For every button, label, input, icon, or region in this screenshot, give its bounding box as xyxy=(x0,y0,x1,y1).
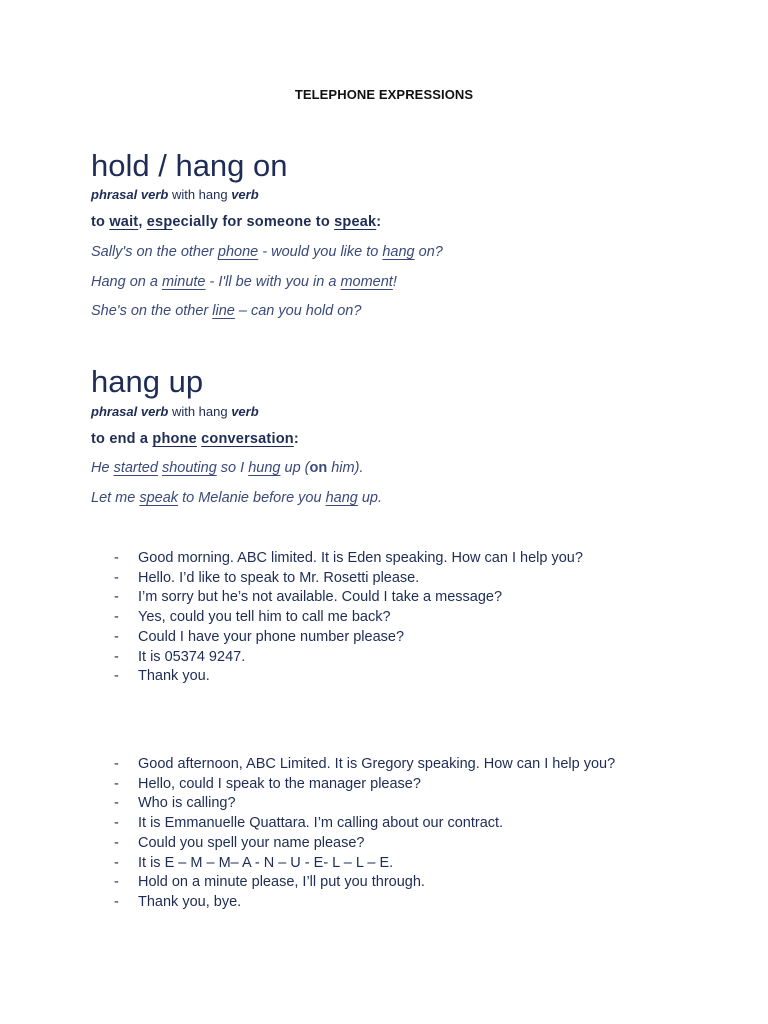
word-link[interactable]: moment xyxy=(340,274,393,290)
dialog-line xyxy=(114,648,674,668)
dialog-line xyxy=(114,893,654,913)
pos-label: phrasal verb xyxy=(91,404,169,419)
dialog-line xyxy=(114,549,674,569)
dash-bullet: - xyxy=(114,609,119,626)
text: ! xyxy=(392,274,397,290)
dash-bullet: - xyxy=(114,854,119,871)
word-link[interactable]: phone xyxy=(152,431,197,447)
example-sentence xyxy=(91,303,361,319)
word-link[interactable]: conversation xyxy=(201,431,294,447)
pos-with: with hang xyxy=(168,187,232,202)
word-link[interactable]: minute xyxy=(161,274,206,290)
dialog-line xyxy=(114,854,654,874)
text: - I'll be with you in a xyxy=(205,274,341,290)
dialog-line xyxy=(114,794,654,814)
dialog-line xyxy=(114,628,674,648)
pos-label: phrasal verb xyxy=(91,187,169,202)
word-link[interactable]: speak xyxy=(139,490,179,506)
text: up. xyxy=(357,490,383,506)
entry-headword-hang-up: hang up xyxy=(91,364,204,399)
dialog-line xyxy=(114,588,674,608)
dash-bullet: - xyxy=(114,550,119,566)
dialog-line xyxy=(114,569,674,589)
text: , xyxy=(138,214,147,230)
text: so I xyxy=(216,460,249,476)
dialog-line xyxy=(114,814,654,834)
example-sentence xyxy=(91,490,382,506)
page-title: TELEPHONE EXPRESSIONS xyxy=(294,87,474,102)
dialog-text: Good afternoon, ABC Limited. It is Gregory speaking. How can I help you? xyxy=(138,756,616,772)
example-sentence xyxy=(91,460,363,476)
text: Sally's on the other xyxy=(91,244,218,260)
dash-bullet: - xyxy=(114,815,119,832)
word-link[interactable]: line xyxy=(212,303,235,319)
text: to xyxy=(91,214,110,230)
dialog-line xyxy=(114,873,654,893)
dialog-text: Thank you, bye. xyxy=(138,893,242,910)
text: on? xyxy=(414,244,443,260)
text: – can you hold on? xyxy=(234,303,362,319)
dialog-text: I’m sorry but he’s not available. Could I take a message? xyxy=(138,589,503,606)
text: She's on the other xyxy=(91,303,213,319)
text: to Melanie before you xyxy=(178,490,326,506)
bold-word: on xyxy=(309,460,328,476)
text: He xyxy=(91,460,114,476)
text: him). xyxy=(327,460,364,476)
pos-with: with hang xyxy=(168,404,232,419)
dialog-line xyxy=(114,834,654,854)
dialog-line xyxy=(114,667,674,687)
dialog-text: Could you spell your name please? xyxy=(138,834,365,851)
example-sentence xyxy=(91,274,397,290)
text: Let me xyxy=(91,490,140,506)
dash-bullet: - xyxy=(114,628,119,645)
entry-headword-hold-hang-on: hold / hang on xyxy=(91,148,288,183)
entry-pos xyxy=(91,187,259,202)
dialog-list-2 xyxy=(114,755,654,913)
entry-pos xyxy=(91,404,259,419)
pos-label: verb xyxy=(231,404,259,419)
dialog-text: Who is calling? xyxy=(138,795,236,812)
word-link[interactable]: wait xyxy=(109,214,139,230)
dialog-text: Hello, could I speak to the manager please? xyxy=(138,775,421,792)
text: Hang on a xyxy=(91,274,162,290)
text: ecially for someone to xyxy=(172,214,335,230)
word-link[interactable]: phone xyxy=(217,244,259,260)
word-link[interactable]: started xyxy=(113,460,158,476)
dialog-text: Hello. I’d like to speak to Mr. Rosetti please. xyxy=(138,569,420,586)
text: up ( xyxy=(280,460,310,476)
dialog-text: Hold on a minute please, I’ll put you through. xyxy=(138,874,425,891)
word-link[interactable]: esp xyxy=(146,214,173,230)
dialog-text: It is E – M – M– A - N – U - E- L – L – E. xyxy=(138,854,394,871)
dash-bullet: - xyxy=(114,775,119,792)
dash-bullet: - xyxy=(114,874,119,891)
pos-label: verb xyxy=(231,187,259,202)
dash-bullet: - xyxy=(114,668,119,685)
text: to end a xyxy=(91,431,153,447)
dialog-line xyxy=(114,608,674,628)
dialog-line xyxy=(114,775,654,795)
dash-bullet: - xyxy=(114,834,119,851)
word-link[interactable]: hang xyxy=(382,244,415,260)
dash-bullet: - xyxy=(114,648,119,665)
dialog-text: It is Emmanuelle Quattara. I’m calling about our contract. xyxy=(138,815,504,832)
text: - would you like to xyxy=(258,244,383,260)
dialog-text: Could I have your phone number please? xyxy=(138,628,405,645)
dash-bullet: - xyxy=(114,795,119,812)
dialog-list-1 xyxy=(114,549,674,687)
dialog-text: It is 05374 9247. xyxy=(138,648,246,665)
dash-bullet: - xyxy=(114,569,119,586)
word-link[interactable]: shouting xyxy=(161,460,217,476)
dialog-text: Good morning. ABC limited. It is Eden speaking. How can I help you? xyxy=(138,550,583,566)
dash-bullet: - xyxy=(114,589,119,606)
word-link[interactable]: speak xyxy=(334,214,377,230)
example-sentence xyxy=(91,244,443,260)
dialog-line xyxy=(114,755,654,775)
entry-definition xyxy=(91,214,381,230)
dialog-text: Thank you. xyxy=(138,668,210,685)
text: : xyxy=(293,431,299,447)
word-link[interactable]: hung xyxy=(248,460,281,476)
dash-bullet: - xyxy=(114,893,119,910)
word-link[interactable]: hang xyxy=(325,490,358,506)
dash-bullet: - xyxy=(114,756,119,772)
entry-definition xyxy=(91,431,299,447)
dialog-text: Yes, could you tell him to call me back? xyxy=(138,609,391,626)
text: : xyxy=(376,214,382,230)
